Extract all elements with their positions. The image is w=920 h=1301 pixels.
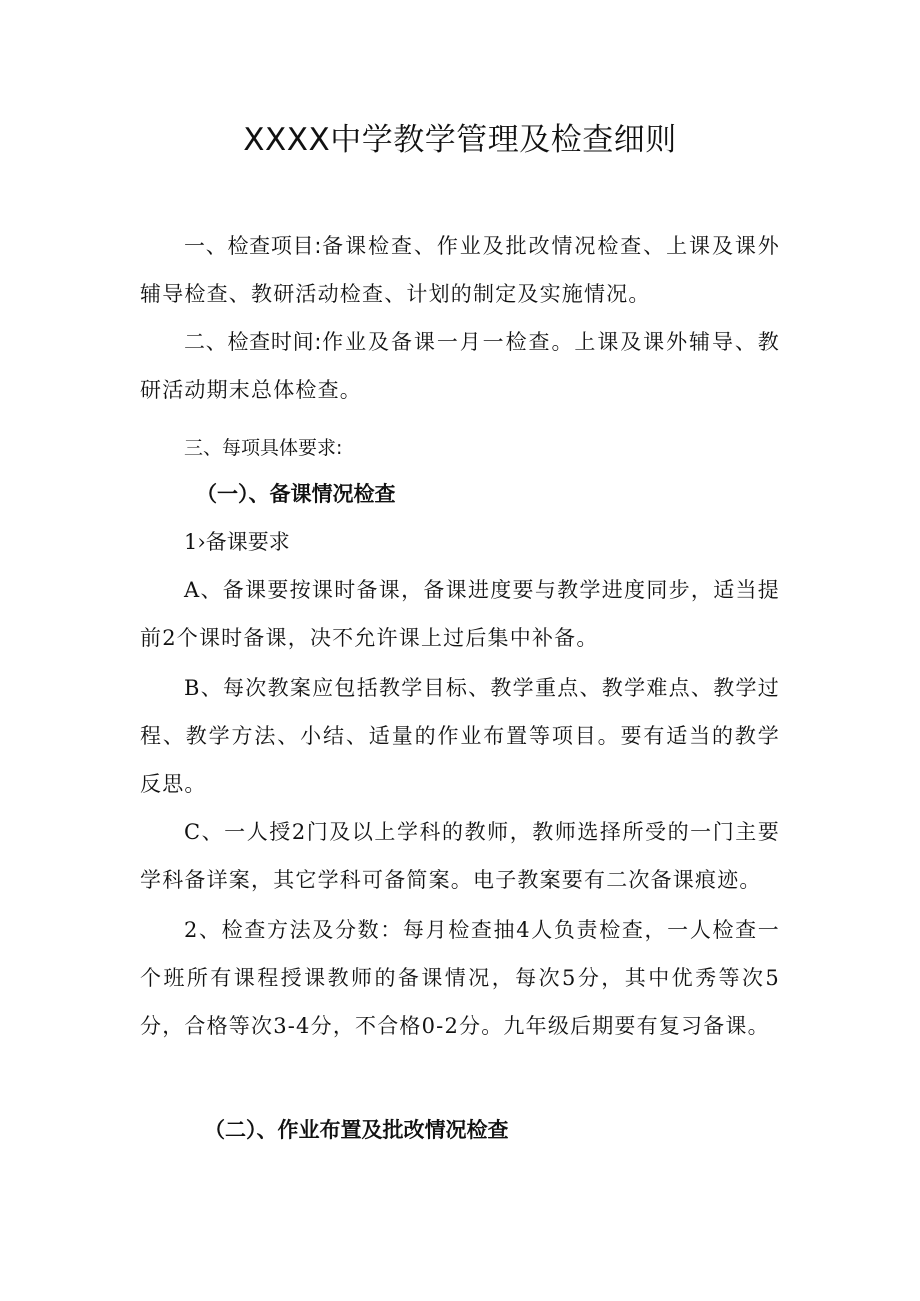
section-label: 一、检查项目: bbox=[184, 234, 322, 258]
section-label: 二、检查时间: bbox=[184, 330, 322, 354]
item-lesson-prep-requirements: 1›备课要求 bbox=[184, 530, 290, 554]
subsection-lesson-prep-heading: （一）、备课情况检查 bbox=[196, 481, 396, 506]
section-requirements-heading: 三、每项具体要求: bbox=[184, 437, 343, 459]
section-inspection-items bbox=[140, 222, 780, 318]
document-title: XXXX中学教学管理及检查细则 bbox=[243, 122, 677, 158]
section-inspection-time bbox=[140, 318, 780, 414]
section-text: 作业及备课一月一检查。上课及课外辅导、教研活动期末总体检查。 bbox=[140, 330, 781, 402]
subsection-homework-heading: （二）、作业布置及批改情况检查 bbox=[204, 1117, 509, 1142]
paragraph-b: B、每次教案应包括教学目标、教学重点、教学难点、教学过程、教学方法、小结、适量的作业布置等项目。要有适当的教学反思。 bbox=[140, 676, 780, 796]
paragraph-method-and-score: 2、检查方法及分数：每月检查抽4人负责检查，一人检查一个班所有课程授课教师的备课情况，每次5分，其中优秀等次5分，合格等次3-4分，不合格0-2分。九年级后期要有复习备课。 bbox=[140, 918, 780, 1038]
paragraph-c: C、一人授2门及以上学科的教师，教师选择所受的一门主要学科备详案，其它学科可备简案。电子教案要有二次备课痕迹。 bbox=[140, 820, 780, 892]
section-text: 备课检查、作业及批改情况检查、上课及课外辅导检查、教研活动检查、计划的制定及实施情况。 bbox=[140, 234, 781, 306]
paragraph-a: A、备课要按课时备课，备课进度要与教学进度同步，适当提前2个课时备课，决不允许课上过后集中补备。 bbox=[140, 578, 780, 650]
